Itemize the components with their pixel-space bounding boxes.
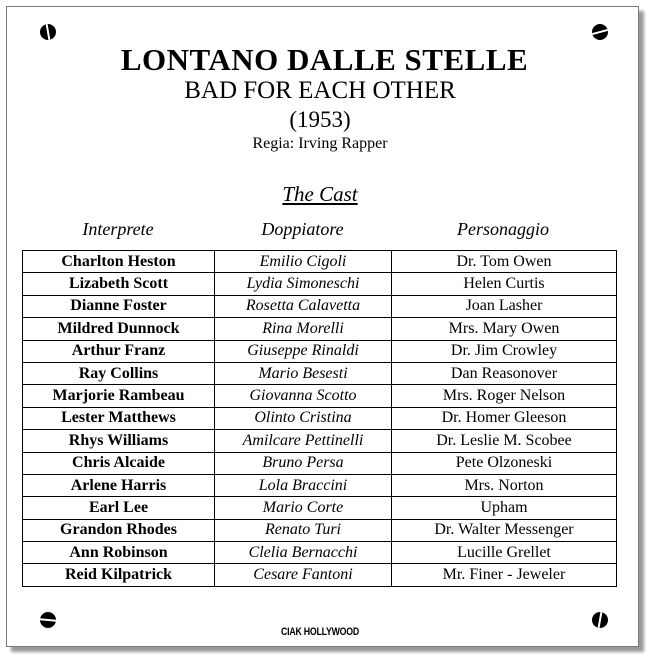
dubber-cell: Giuseppe Rinaldi [215,340,392,362]
screw-icon [40,24,56,40]
actor-cell: Marjorie Rambeau [23,385,215,407]
table-row [23,273,617,295]
actor-cell: Chris Alcaide [23,452,215,474]
dubber-cell: Giovanna Scotto [215,385,392,407]
role-cell: Dr. Walter Messenger [392,519,617,541]
table-row [23,430,617,452]
actor-cell: Lester Matthews [23,407,215,429]
original-title: BAD FOR EACH OTHER [184,77,456,104]
dubber-cell: Emilio Cigoli [215,251,392,273]
actor-cell: Charlton Heston [23,251,215,273]
role-cell: Dr. Tom Owen [392,251,617,273]
actor-cell: Lizabeth Scott [23,273,215,295]
column-header-personaggio: Personaggio [457,219,549,239]
dubber-cell: Lydia Simoneschi [215,273,392,295]
actor-cell: Reid Kilpatrick [23,564,215,586]
role-cell: Pete Olzoneski [392,452,617,474]
cast-heading: The Cast [282,182,358,206]
actor-cell: Ann Robinson [23,542,215,564]
release-year: (1953) [289,107,351,132]
actor-cell: Arthur Franz [23,340,215,362]
table-row [23,385,617,407]
table-row [23,542,617,564]
table-row [23,295,617,317]
actor-cell: Grandon Rhodes [23,519,215,541]
actor-cell: Arlene Harris [23,474,215,496]
role-cell: Mrs. Norton [392,474,617,496]
role-cell: Mr. Finer - Jeweler [392,564,617,586]
dubber-cell: Rina Morelli [215,318,392,340]
role-cell: Dan Reasonover [392,362,617,384]
screw-icon [40,612,56,628]
table-row [23,474,617,496]
director-credit: Regia: Irving Rapper [252,135,388,152]
dubber-cell: Amilcare Pettinelli [215,430,392,452]
screw-icon [592,612,608,628]
table-row [23,340,617,362]
actor-cell: Ray Collins [23,362,215,384]
table-row [23,519,617,541]
dubber-cell: Rosetta Calavetta [215,295,392,317]
table-row [23,251,617,273]
role-cell: Dr. Jim Crowley [392,340,617,362]
table-row [23,452,617,474]
screw-icon [592,24,608,40]
dubber-cell: Mario Besesti [215,362,392,384]
table-row [23,407,617,429]
role-cell: Upham [392,497,617,519]
cast-table [22,250,617,587]
dubber-cell: Clelia Bernacchi [215,542,392,564]
ciak-hollywood-logo: CIAK HOLLYWOOD [281,626,359,638]
actor-cell: Dianne Foster [23,295,215,317]
actor-cell: Earl Lee [23,497,215,519]
role-cell: Mrs. Mary Owen [392,318,617,340]
dubber-cell: Bruno Persa [215,452,392,474]
table-row [23,318,617,340]
role-cell: Mrs. Roger Nelson [392,385,617,407]
actor-cell: Rhys Williams [23,430,215,452]
dubber-cell: Renato Turi [215,519,392,541]
dubber-cell: Lola Braccini [215,474,392,496]
film-title: LONTANO DALLE STELLE [120,42,529,77]
role-cell: Joan Lasher [392,295,617,317]
dubber-cell: Mario Corte [215,497,392,519]
actor-cell: Mildred Dunnock [23,318,215,340]
table-row [23,362,617,384]
role-cell: Lucille Grellet [392,542,617,564]
role-cell: Dr. Homer Gleeson [392,407,617,429]
role-cell: Dr. Leslie M. Scobee [392,430,617,452]
column-header-doppiatore: Doppiatore [261,219,344,239]
column-header-interprete: Interprete [82,219,154,239]
dubber-cell: Olinto Cristina [215,407,392,429]
table-row [23,564,617,586]
dubber-cell: Cesare Fantoni [215,564,392,586]
table-row [23,497,617,519]
role-cell: Helen Curtis [392,273,617,295]
